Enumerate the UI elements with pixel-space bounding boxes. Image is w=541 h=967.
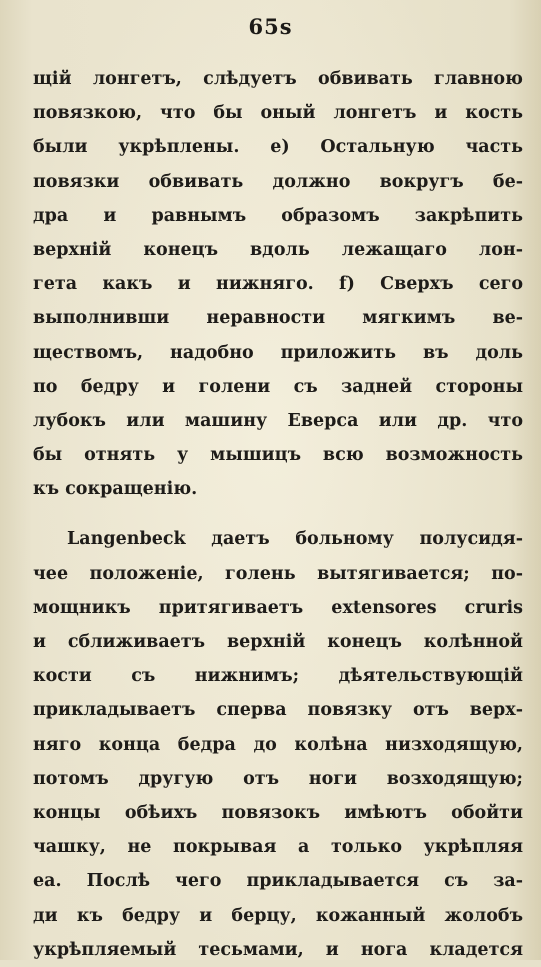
- text-line: няго конца бедра до колѣна низходящую,: [33, 734, 523, 755]
- text-line: ди къ бедру и берцу, кожанный жолобъ: [33, 905, 523, 926]
- text-line: дра и равнымъ образомъ закрѣпить: [33, 205, 523, 226]
- paragraph-2: [33, 522, 523, 966]
- page-number: 65s: [248, 14, 293, 39]
- text-line: ществомъ, надобно приложить въ доль: [33, 342, 523, 363]
- text-line: потомъ другую отъ ноги возходящую;: [33, 768, 523, 789]
- text-line: къ сокращенію.: [33, 479, 198, 500]
- text-line: щій лонгетъ, слѣдуетъ обвивать главною: [33, 69, 523, 89]
- text-line: выполнивши неравности мягкимъ ве-: [33, 308, 523, 329]
- text-line: мощникъ притягиваетъ extensores cruris: [33, 597, 523, 618]
- text-line: повязкою, что бы оный лонгетъ и кость: [33, 103, 523, 124]
- text-line: прикладываетъ сперва повязку отъ верх-: [33, 700, 523, 721]
- paragraph-1: [33, 62, 523, 506]
- text-line: еа. Послѣ чего прикладывается съ за-: [33, 871, 523, 892]
- text-line: по бедру и голени съ задней стороны: [33, 376, 523, 397]
- text-line: чее положеніе, голень вытягивается; по-: [33, 563, 523, 584]
- text-line: повязки обвивать должно вокругъ бе-: [33, 171, 523, 192]
- text-line: концы обѣихъ повязокъ имѣютъ обойти: [33, 802, 523, 823]
- text-line: были укрѣплены. е) Остальную часть: [33, 137, 523, 158]
- body-text: [33, 62, 523, 967]
- text-line: лубокъ или машину Еверса или др. что: [33, 410, 523, 431]
- text-line: чашку, не покрывая а только укрѣпляя: [33, 837, 523, 858]
- text-line: укрѣпляемый тесьмами, и нога кладется: [33, 939, 523, 960]
- text-line: кости съ нижнимъ; дѣятельствующій: [33, 666, 523, 687]
- text-line: верхній конецъ вдоль лежащаго лон-: [33, 239, 523, 260]
- text-line: и сближиваетъ верхній конецъ колѣнной: [33, 632, 523, 652]
- text-line: Langenbeck даетъ больному полусидя-: [67, 529, 523, 550]
- paragraph-gap: [33, 506, 523, 522]
- text-line: гета какъ и нижняго. f) Сверхъ сего: [33, 274, 523, 295]
- text-line: бы отнять у мышицъ всю возможность: [33, 445, 523, 466]
